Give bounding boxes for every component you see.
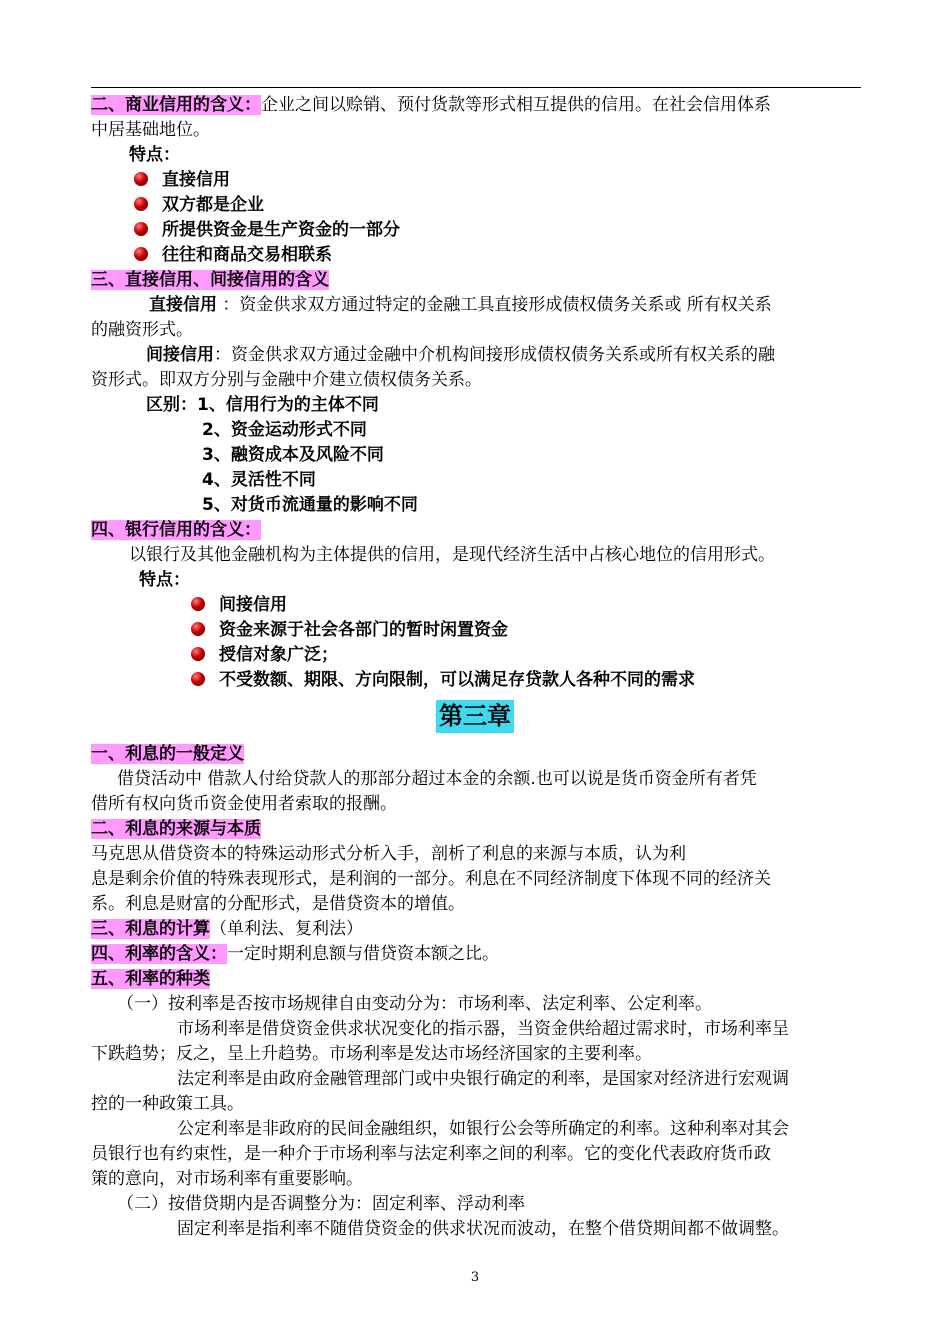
c3-line: 三、利息的计算（单利法、复利法） [91,919,363,939]
c5-line: （一）按利率是否按市场规律自由变动分为：市场利率、法定利率、公定利率。 [117,994,712,1014]
bullet-icon [191,622,205,636]
sec4-feature: 不受数额、期限、方向限制，可以满足存贷款人各种不同的需求 [191,668,695,692]
indirect-credit-label: 间接信用 [146,345,214,365]
sec2-text2: 中居基础地位。 [91,120,210,140]
c5-line: 市场利率是借贷资金供求状况变化的指示器，当资金供给超过需求时，市场利率呈 [177,1019,789,1039]
sec2-line1 [91,93,771,117]
c2-heading-line [91,817,261,841]
sec2-heading: 二、商业信用的含义： [91,95,261,115]
sec3-heading: 三、直接信用、间接信用的含义 [91,270,329,290]
sec4-heading-line [91,518,261,542]
bullet-icon [191,672,205,686]
c3-heading: 三、利息的计算 [91,919,210,939]
c5-line: 法定利率是由政府金融管理部门或中央银行确定的利率，是国家对经济进行宏观调 [177,1069,789,1089]
c4-line: 四、利率的含义：一定时期利息额与借贷资本额之比。 [91,944,499,964]
bullet-icon [191,647,205,661]
sec4-feature: 授信对象广泛； [191,643,338,667]
sec3-diff: 3、融资成本及风险不同 [202,445,384,465]
bullet-icon [134,197,148,211]
c1-heading-line [91,742,244,766]
c1-heading: 一、利息的一般定义 [91,744,244,764]
c2-heading: 二、利息的来源与本质 [91,819,261,839]
sec2-feature: 所提供资金是生产资金的一部分 [134,218,400,242]
sec2-feature: 直接信用 [134,168,230,192]
sec3-heading-line [91,268,329,292]
c5-line: 下跌趋势；反之，呈上升趋势。市场利率是发达市场经济国家的主要利率。 [91,1044,652,1064]
sec3-diff: 4、灵活性不同 [202,470,316,490]
c2-text3: 系。利息是财富的分配形式，是借贷资本的增值。 [91,894,465,914]
sec3-diff: 5、对货币流通量的影响不同 [202,495,418,515]
bullet-icon [134,222,148,236]
sec2-text1: 企业之间以赊销、预付货款等形式相互提供的信用。在社会信用体系 [261,95,771,115]
sec2-feature: 往往和商品交易相联系 [134,243,332,267]
sec3-indirect-line2: 资形式。即双方分别与金融中介建立债权债务关系。 [91,370,482,390]
c5-line: 公定利率是非政府的民间金融组织，如银行公会等所确定的利率。这种利率对其会 [177,1119,789,1139]
sec3-indirect-line1: 间接信用：资金供求双方通过金融中介机构间接形成债权债务关系或所有权关系的融 [146,345,775,365]
bullet-icon [134,247,148,261]
page-number: 3 [470,1270,480,1285]
sec4-feature: 间接信用 [191,593,287,617]
c4-heading: 四、利率的含义： [91,944,227,964]
c5-heading-line [91,967,210,991]
c1-text1: 借贷活动中 借款人付给贷款人的那部分超过本金的余额.也可以说是货币资金所有者凭 [117,769,757,789]
bullet-icon [134,172,148,186]
c1-text2: 借所有权向货币资金使用者索取的报酬。 [91,794,397,814]
c5-line: 策的意向，对市场利率有重要影响。 [91,1169,363,1189]
direct-credit-label: 直接信用 [149,295,217,315]
c2-text1: 马克思从借贷资本的特殊运动形式分析入手，剖析了利息的来源与本质，认为利 [91,844,686,864]
sec3-direct-line1: 直接信用 ：资金供求双方通过特定的金融工具直接形成债权债务关系或 所有权关系 [149,295,772,315]
chapter-title: 第三章 [436,700,514,733]
c2-text2: 息是剩余价值的特殊表现形式，是利润的一部分。利息在不同经济制度下体现不同的经济关 [91,869,771,889]
sec3-direct-line2: 的融资形式。 [91,320,193,340]
header-rule [91,87,861,88]
sec3-diff: 2、资金运动形式不同 [202,420,367,440]
sec4-feature: 资金来源于社会各部门的暂时闲置资金 [191,618,508,642]
sec4-features-label: 特点： [139,570,190,590]
sec3-diff-line1: 区别：1、信用行为的主体不同 [146,395,379,415]
c5-heading: 五、利率的种类 [91,969,210,989]
sec2-features-label: 特点： [129,145,180,165]
sec4-text: 以银行及其他金融机构为主体提供的信用，是现代经济生活中占核心地位的信用形式。 [129,545,775,565]
c5-line: 控的一种政策工具。 [91,1094,244,1114]
c5-line: 固定利率是指利率不随借贷资金的供求状况而波动，在整个借贷期间都不做调整。 [177,1219,789,1239]
sec4-heading: 四、银行信用的含义： [91,520,261,540]
bullet-icon [191,597,205,611]
c5-line: 员银行也有约束性，是一种介于市场利率与法定利率之间的利率。它的变化代表政府货币政 [91,1144,771,1164]
sec2-feature: 双方都是企业 [134,193,264,217]
c5-line: （二）按借贷期内是否调整分为：固定利率、浮动利率 [117,1194,525,1214]
